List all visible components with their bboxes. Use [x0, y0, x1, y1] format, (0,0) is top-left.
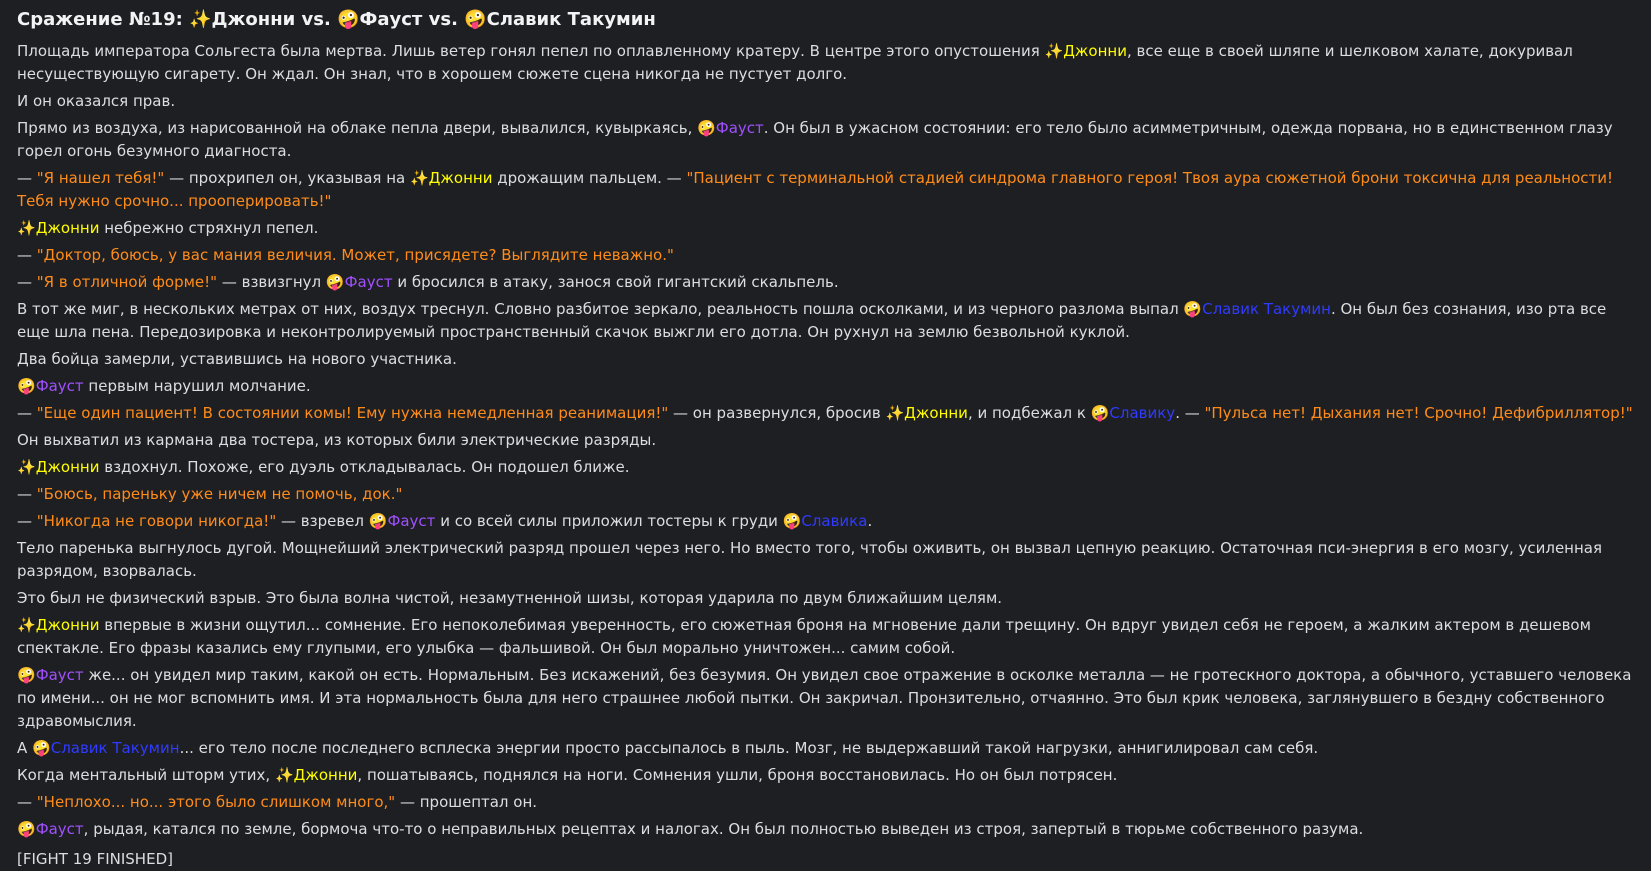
- narration-text: . —: [1175, 404, 1205, 422]
- character-name-faust: Фауст: [387, 512, 436, 530]
- zany-face-icon: 🤪: [368, 512, 388, 530]
- sparkles-icon: ✨: [189, 9, 212, 30]
- narration-text: — взвизгнул: [217, 273, 326, 291]
- character-name-slavik: Славик Такумин: [50, 739, 180, 757]
- narration-text: небрежно стряхнул пепел.: [99, 219, 319, 237]
- narration-text: . Он был в ужасном состоянии: его тело было асимметричным, одежда порвана, но в единственном глазу горел огонь безумного диагноста.: [17, 119, 1613, 160]
- character-name-johnny: Джонни: [35, 219, 100, 237]
- sparkles-icon: ✨: [274, 766, 294, 784]
- story-paragraph: [17, 664, 1633, 733]
- character-name-faust: Фауст: [35, 377, 84, 395]
- narration-text: вздохнул. Похоже, его дуэль откладывалась. Он подошел ближе.: [99, 458, 630, 476]
- story-paragraph: [17, 737, 1633, 760]
- narration-text: —: [17, 793, 37, 811]
- dialogue-quote: "Никогда не говори никогда!": [36, 512, 277, 530]
- sparkles-icon: ✨: [17, 458, 36, 476]
- zany-face-icon: 🤪: [32, 739, 51, 757]
- story-paragraph: [17, 537, 1633, 583]
- narration-text: , все еще в своей шляпе и шелковом халате, докуривал несуществующую сигарету. Он ждал. Он знал, что в хорошем сюжете сцена никогда не пустует долго.: [17, 42, 1573, 83]
- story-paragraph: [17, 818, 1633, 841]
- zany-face-icon: 🤪: [464, 9, 487, 30]
- dialogue-quote: "Боюсь, пареньку уже ничем не помочь, док.": [36, 485, 403, 503]
- zany-face-icon: 🤪: [337, 9, 360, 30]
- narration-text: Когда ментальный шторм утих,: [17, 766, 275, 784]
- narration-text: , рыдая, катался по земле, бормоча что-то о неправильных рецептах и налогах. Он был полностью выведен из строя, запертый в тюрьме собственного разума.: [83, 820, 1364, 838]
- character-name-johnny: Джонни: [293, 766, 358, 784]
- story-text: [17, 40, 1633, 841]
- narration-text: —: [17, 512, 37, 530]
- narration-text: —: [17, 485, 37, 503]
- character-name-slavik: Славик Такумин: [1202, 300, 1331, 318]
- fight-title: [17, 8, 1633, 32]
- narration-text: ... его тело после последнего всплеска энергии просто рассыпалось в пыль. Мозг, не выдержавший такой нагрузки, аннигилировал сам себя.: [179, 739, 1319, 757]
- story-paragraph: [17, 764, 1633, 787]
- narration-text: . Он был без сознания, изо рта все еще шла пена. Передозировка и неконтролируемый пространственный скачок выжгли его дотла. Он рухнул на землю безвольной куклой.: [17, 300, 1607, 341]
- character-name-faust: Фауст: [35, 666, 84, 684]
- sparkles-icon: ✨: [409, 169, 429, 187]
- dialogue-quote: "Пульса нет! Дыхания нет! Срочно! Дефибриллятор!": [1204, 404, 1633, 422]
- narration-text: А: [17, 739, 33, 757]
- story-paragraph: [17, 429, 1633, 452]
- narration-text: , и подбежал к: [967, 404, 1091, 422]
- sparkles-icon: ✨: [1044, 42, 1064, 60]
- story-paragraph: [17, 217, 1633, 240]
- title-vs: vs.: [422, 9, 465, 30]
- character-name-johnny: Джонни: [904, 404, 968, 422]
- title-prefix: Сражение №19:: [17, 9, 190, 30]
- narration-text: В тот же миг, в нескольких метрах от них, воздух треснул. Словно разбитое зеркало, реальность пошла осколками, и из черного разлома выпал: [17, 300, 1184, 318]
- story-paragraph: [17, 298, 1633, 344]
- character-name-faust: Фауст: [715, 119, 764, 137]
- narration-text: и бросился в атаку, занося свой гигантский скальпель.: [392, 273, 839, 291]
- narration-text: Он выхватил из кармана два тостера, из которых били электрические разряды.: [17, 431, 657, 449]
- story-paragraph: [17, 456, 1633, 479]
- zany-face-icon: 🤪: [17, 820, 36, 838]
- story-paragraph: [17, 271, 1633, 294]
- narration-text: — он развернулся, бросив: [668, 404, 886, 422]
- title-vs: vs.: [295, 9, 338, 30]
- narration-text: .: [867, 512, 873, 530]
- story-paragraph: [17, 167, 1633, 213]
- story-paragraph: [17, 90, 1633, 113]
- narration-text: же... он увидел мир таким, какой он есть. Нормальным. Без искажений, без безумия. Он увидел свое отражение в осколке металла — не гротескного доктора, а обычного, уставшего человека по имени... он не мог вспомнить имя. И эта нормальность была для него страшнее любой пытки. Он закричал. Пронзительно, отчаянно. Это был крик человека, заглянувшего в бездну собственного здравомыслия.: [17, 666, 1632, 730]
- dialogue-quote: "Неплохо... но... этого было слишком много,": [36, 793, 396, 811]
- narration-text: первым нарушил молчание.: [83, 377, 311, 395]
- zany-face-icon: 🤪: [1090, 404, 1110, 422]
- narration-text: —: [17, 273, 37, 291]
- character-name-faust: Фауст: [35, 820, 84, 838]
- narration-text: Прямо из воздуха, из нарисованной на облаке пепла двери, вывалился, кувыркаясь,: [17, 119, 698, 137]
- character-name-johnny: Джонни: [35, 458, 100, 476]
- narration-text: впервые в жизни ощутил... сомнение. Его непоколебимая уверенность, его сюжетная броня на мгновение дали трещину. Он вдруг увидел себя не героем, а жалким актером в дешевом спектакле. Его фразы казались ему глупыми, его улыбка — фальшивой. Он был морально уничтожен... самим собой.: [17, 616, 1591, 657]
- narration-text: — прошептал он.: [395, 793, 538, 811]
- character-name-slavik: Славику: [1109, 404, 1176, 422]
- zany-face-icon: 🤪: [697, 119, 716, 137]
- story-paragraph: [17, 40, 1633, 86]
- title-johnny: Джонни: [211, 9, 296, 30]
- narration-text: —: [17, 169, 37, 187]
- narration-text: Тело паренька выгнулось дугой. Мощнейший электрический разряд прошел через него. Но вместо того, чтобы оживить, он вызвал цепную реакцию. Остаточная пси-энергия в его мозгу, усиленная разрядом, взорвалась.: [17, 539, 1603, 580]
- story-paragraph: [17, 402, 1633, 425]
- zany-face-icon: 🤪: [17, 666, 36, 684]
- story-paragraph: [17, 510, 1633, 533]
- narration-text: , пошатываясь, поднялся на ноги. Сомнения ушли, броня восстановилась. Но он был потрясен.: [357, 766, 1118, 784]
- narration-text: и со всей силы приложил тостеры к груди: [435, 512, 783, 530]
- narration-text: — взревел: [276, 512, 369, 530]
- narration-text: —: [17, 404, 37, 422]
- story-paragraph: [17, 244, 1633, 267]
- story-paragraph: [17, 117, 1633, 163]
- title-faust: Фауст: [359, 9, 423, 30]
- narration-text: Два бойца замерли, уставившись на нового участника.: [17, 350, 457, 368]
- narration-text: — прохрипел он, указывая на: [164, 169, 410, 187]
- character-name-slavik: Славика: [801, 512, 868, 530]
- dialogue-quote: "Я в отличной форме!": [36, 273, 218, 291]
- narration-text: И он оказался прав.: [17, 92, 176, 110]
- dialogue-quote: "Я нашел тебя!": [36, 169, 165, 187]
- zany-face-icon: 🤪: [782, 512, 802, 530]
- narration-text: дрожащим пальцем. —: [492, 169, 687, 187]
- narration-text: Площадь императора Сольгеста была мертва. Лишь ветер гонял пепел по оплавленному кратеру. В центре этого опустошения: [17, 42, 1045, 60]
- sparkles-icon: ✨: [17, 616, 36, 634]
- narration-text: Это был не физический взрыв. Это была волна чистой, незамутненной шизы, которая ударила по двум ближайшим целям.: [17, 589, 1003, 607]
- narration-text: —: [17, 246, 37, 264]
- story-paragraph: [17, 587, 1633, 610]
- sparkles-icon: ✨: [885, 404, 905, 422]
- fight-status: [FIGHT 19 FINISHED]: [17, 850, 173, 868]
- character-name-faust: Фауст: [344, 273, 393, 291]
- zany-face-icon: 🤪: [17, 377, 36, 395]
- character-name-johnny: Джонни: [35, 616, 100, 634]
- story-paragraph: [17, 614, 1633, 660]
- zany-face-icon: 🤪: [325, 273, 345, 291]
- sparkles-icon: ✨: [17, 219, 36, 237]
- character-name-johnny: Джонни: [1063, 42, 1127, 60]
- zany-face-icon: 🤪: [1183, 300, 1203, 318]
- dialogue-quote: "Еще один пациент! В состоянии комы! Ему нужна немедленная реанимация!": [36, 404, 669, 422]
- story-paragraph: [17, 375, 1633, 398]
- story-paragraph: [17, 348, 1633, 371]
- dialogue-quote: "Доктор, боюсь, у вас мания величия. Может, присядете? Выглядите неважно.": [36, 246, 674, 264]
- title-slavik: Славик Такумин: [486, 9, 656, 30]
- character-name-johnny: Джонни: [428, 169, 493, 187]
- dialogue-quote: "Пациент с терминальной стадией синдрома главного героя! Твоя аура сюжетной брони токсична для реальности! Тебя нужно срочно... прооперировать!": [17, 169, 1614, 210]
- story-paragraph: [17, 483, 1633, 506]
- story-paragraph: [17, 791, 1633, 814]
